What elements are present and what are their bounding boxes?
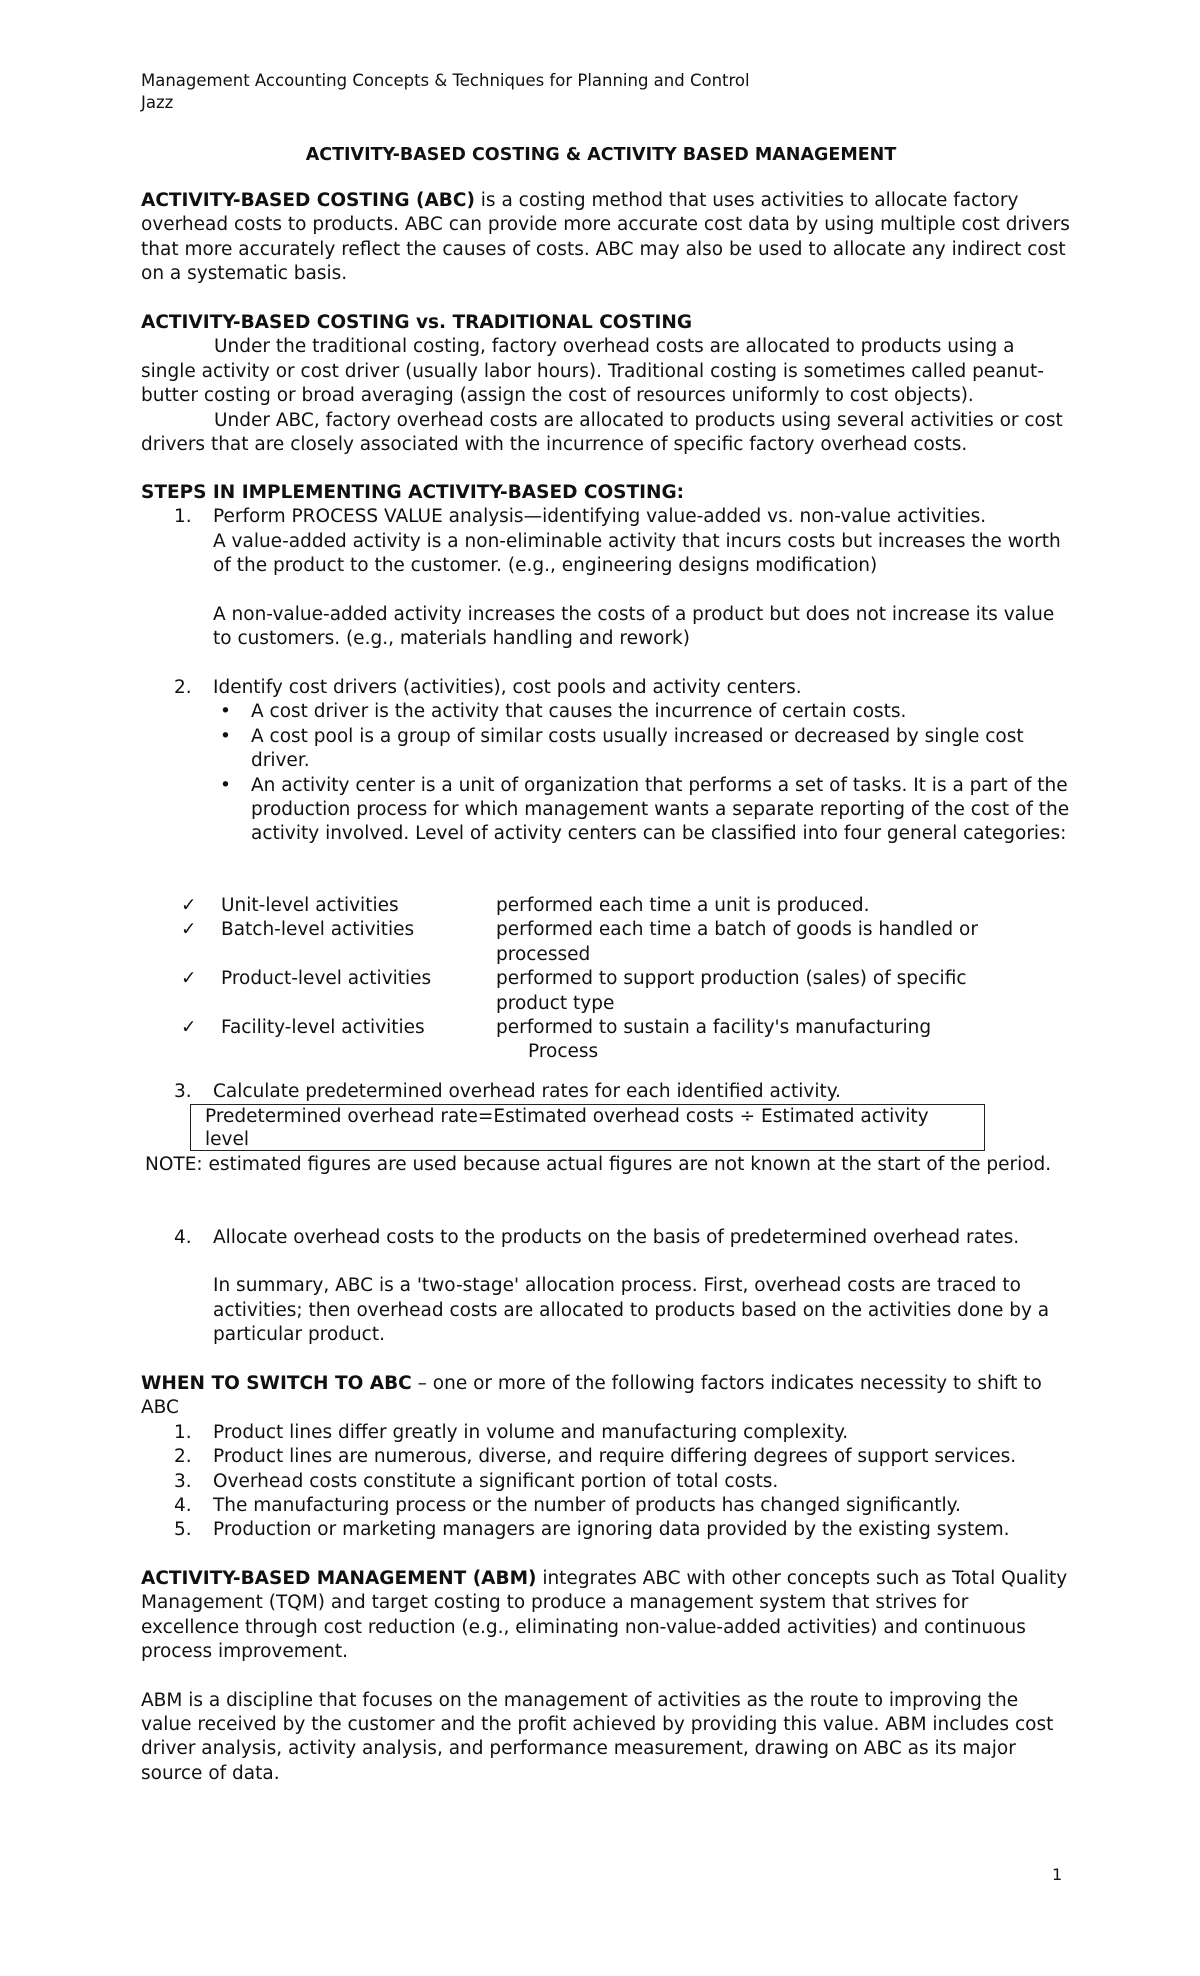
switch-heading: WHEN TO SWITCH TO ABC [141, 1373, 412, 1394]
level-description-line: performed to sustain a facility's manufacturing [496, 1017, 932, 1039]
step-3-number: 3. [174, 1081, 192, 1102]
factor-number: 2. [174, 1446, 192, 1468]
level-name: Product-level activities [221, 968, 432, 990]
switch-intro: – one or more of the following factors indicates necessity to shift to ABC [141, 1373, 1042, 1419]
list-item [141, 1494, 1071, 1518]
factor-text: Production or marketing managers are ignoring data provided by the existing system. [213, 1519, 1010, 1541]
level-description-line: Process [528, 1041, 599, 1063]
list-item [141, 1518, 1071, 1542]
level-row-product [141, 967, 1071, 1016]
level-name: Batch-level activities [221, 919, 415, 941]
two-stage-summary: In summary, ABC is a 'two-stage' allocation process. First, overhead costs are traced to activities; then overhead costs are allocated to products based on the activities done by a particular product. [213, 1275, 1050, 1346]
level-description: performed to support production (sales) of specific product type [496, 968, 967, 1014]
steps-heading: STEPS IN IMPLEMENTING ACTIVITY-BASED COSTING: [141, 482, 685, 503]
list-item [213, 774, 1071, 847]
activity-center-definition: An activity center is a unit of organization that performs a set of tasks. It is a part of the production process for which management wants a separate reporting of the cost of the activity involved. Level of activity centers can be classified into four general categories: [251, 774, 1070, 845]
bullet-icon: • [220, 774, 231, 796]
switch-section [141, 1372, 1071, 1543]
bullet-icon: • [220, 725, 231, 747]
abc-term: ACTIVITY-BASED COSTING (ABC) [141, 190, 475, 211]
abc-definition: is a costing method that uses activities to allocate factory overhead costs to products. ABC can provide more accurate cost data by using multiple cost drivers that more accurately reflect the causes of costs. ABC may also be used to allocate any indirect cost on a systematic basis. [141, 190, 1070, 285]
factor-number: 1. [174, 1421, 192, 1443]
factor-text: The manufacturing process or the number of products has changed significantly. [213, 1495, 961, 1517]
factor-text: Overhead costs constitute a significant portion of total costs. [213, 1470, 779, 1492]
value-added-definition: A value-added activity is a non-eliminable activity that incurs costs but increases the worth of the product to the customer. (e.g., engineering designs modification) [213, 530, 1061, 577]
step-4 [141, 1226, 1071, 1348]
level-name: Facility-level activities [221, 1017, 425, 1039]
step-3-note: NOTE: estimated figures are used because actual figures are not known at the start of the period. [145, 1154, 1052, 1175]
header-author: Jazz [141, 93, 174, 112]
level-row-batch [141, 918, 1071, 967]
list-item [213, 725, 1071, 774]
checkmark-icon: ✓ [181, 968, 197, 990]
non-value-added-definition: A non-value-added activity increases the costs of a product but does not increase its value to customers. (e.g., materials handling and rework) [213, 603, 1055, 650]
cost-driver-definition: A cost driver is the activity that causes the incurrence of certain costs. [251, 701, 907, 723]
factor-number: 4. [174, 1495, 192, 1517]
list-item [141, 1470, 1071, 1494]
factor-text: Product lines differ greatly in volume and manufacturing complexity. [213, 1421, 849, 1443]
level-description: performed each time a unit is produced. [496, 895, 870, 916]
checkmark-icon: ✓ [181, 919, 197, 941]
list-item [213, 700, 1071, 724]
abm-definition: integrates ABC with other concepts such as Total Quality Management (TQM) and target costing to produce a management system that strives for excellence through cost reduction (e.g., eliminating non-value-added activities) and continuous process improvement. [141, 1568, 1068, 1663]
comparison-section [141, 311, 1071, 457]
bullet-icon: • [220, 701, 231, 723]
switch-factors-list [141, 1421, 1071, 1543]
activity-levels-list [141, 894, 1071, 1065]
step-1 [141, 505, 1071, 651]
step-3-text: Calculate predetermined overhead rates for each identified activity. [213, 1081, 841, 1102]
abc-allocation-paragraph: Under ABC, factory overhead costs are allocated to products using several activities or cost drivers that are closely associated with the incurrence of specific factory overhead costs. [141, 409, 1063, 456]
comparison-heading: ACTIVITY-BASED COSTING vs. TRADITIONAL COSTING [141, 312, 693, 333]
step-2-text: Identify cost drivers (activities), cost pools and activity centers. [213, 677, 802, 698]
abc-intro-paragraph [141, 189, 1071, 287]
abm-section [141, 1567, 1071, 1786]
step-3 [141, 1080, 1071, 1104]
list-item [141, 1445, 1071, 1469]
checkmark-icon: ✓ [181, 1017, 197, 1039]
factor-number: 3. [174, 1470, 192, 1492]
level-description [496, 1016, 996, 1065]
formula-box [190, 1104, 985, 1151]
step-2-number: 2. [174, 677, 192, 698]
page-header [141, 70, 750, 114]
traditional-costing-paragraph: Under the traditional costing, factory overhead costs are allocated to products using a single activity or cost driver (usually labor hours). Traditional costing is sometimes called peanut-butter costing or broad averaging (assign the cost of resources uniformly to cost objects). [141, 336, 1044, 407]
abm-discipline-paragraph: ABM is a discipline that focuses on the management of activities as the route to improving the value received by the customer and the profit achieved by providing this value. ABM includes cost driver analysis, activity analysis, and performance measurement, drawing on ABC as its major source of data. [141, 1689, 1054, 1784]
factor-number: 5. [174, 1519, 192, 1541]
predetermined-rate-formula: Predetermined overhead rate=Estimated overhead costs ÷ Estimated activity level [205, 1106, 929, 1150]
step-2 [141, 676, 1071, 847]
step-1-number: 1. [174, 506, 192, 528]
page-number: 1 [1052, 1865, 1063, 1884]
step-1-text: Perform PROCESS VALUE analysis—identifying value-added vs. non-value activities. [213, 506, 987, 528]
level-row-facility [141, 1016, 1071, 1065]
step-2-bullet-list [213, 700, 1071, 846]
document-title: ACTIVITY-BASED COSTING & ACTIVITY BASED MANAGEMENT [305, 145, 897, 165]
step-4-number: 4. [174, 1227, 192, 1248]
level-name: Unit-level activities [221, 895, 399, 916]
header-course-title: Management Accounting Concepts & Techniques for Planning and Control [141, 71, 750, 90]
cost-pool-definition: A cost pool is a group of similar costs usually increased or decreased by single cost driver. [251, 725, 1024, 772]
checkmark-icon: ✓ [181, 895, 197, 916]
level-row-unit [141, 894, 1071, 918]
step-4-text: Allocate overhead costs to the products on the basis of predetermined overhead rates. [213, 1227, 1020, 1248]
steps-section [141, 481, 1071, 651]
abm-term: ACTIVITY-BASED MANAGEMENT (ABM) [141, 1568, 537, 1589]
level-description: performed each time a batch of goods is handled or processed [496, 919, 978, 965]
list-item [141, 1421, 1071, 1445]
factor-text: Product lines are numerous, diverse, and require differing degrees of support services. [213, 1446, 1017, 1468]
